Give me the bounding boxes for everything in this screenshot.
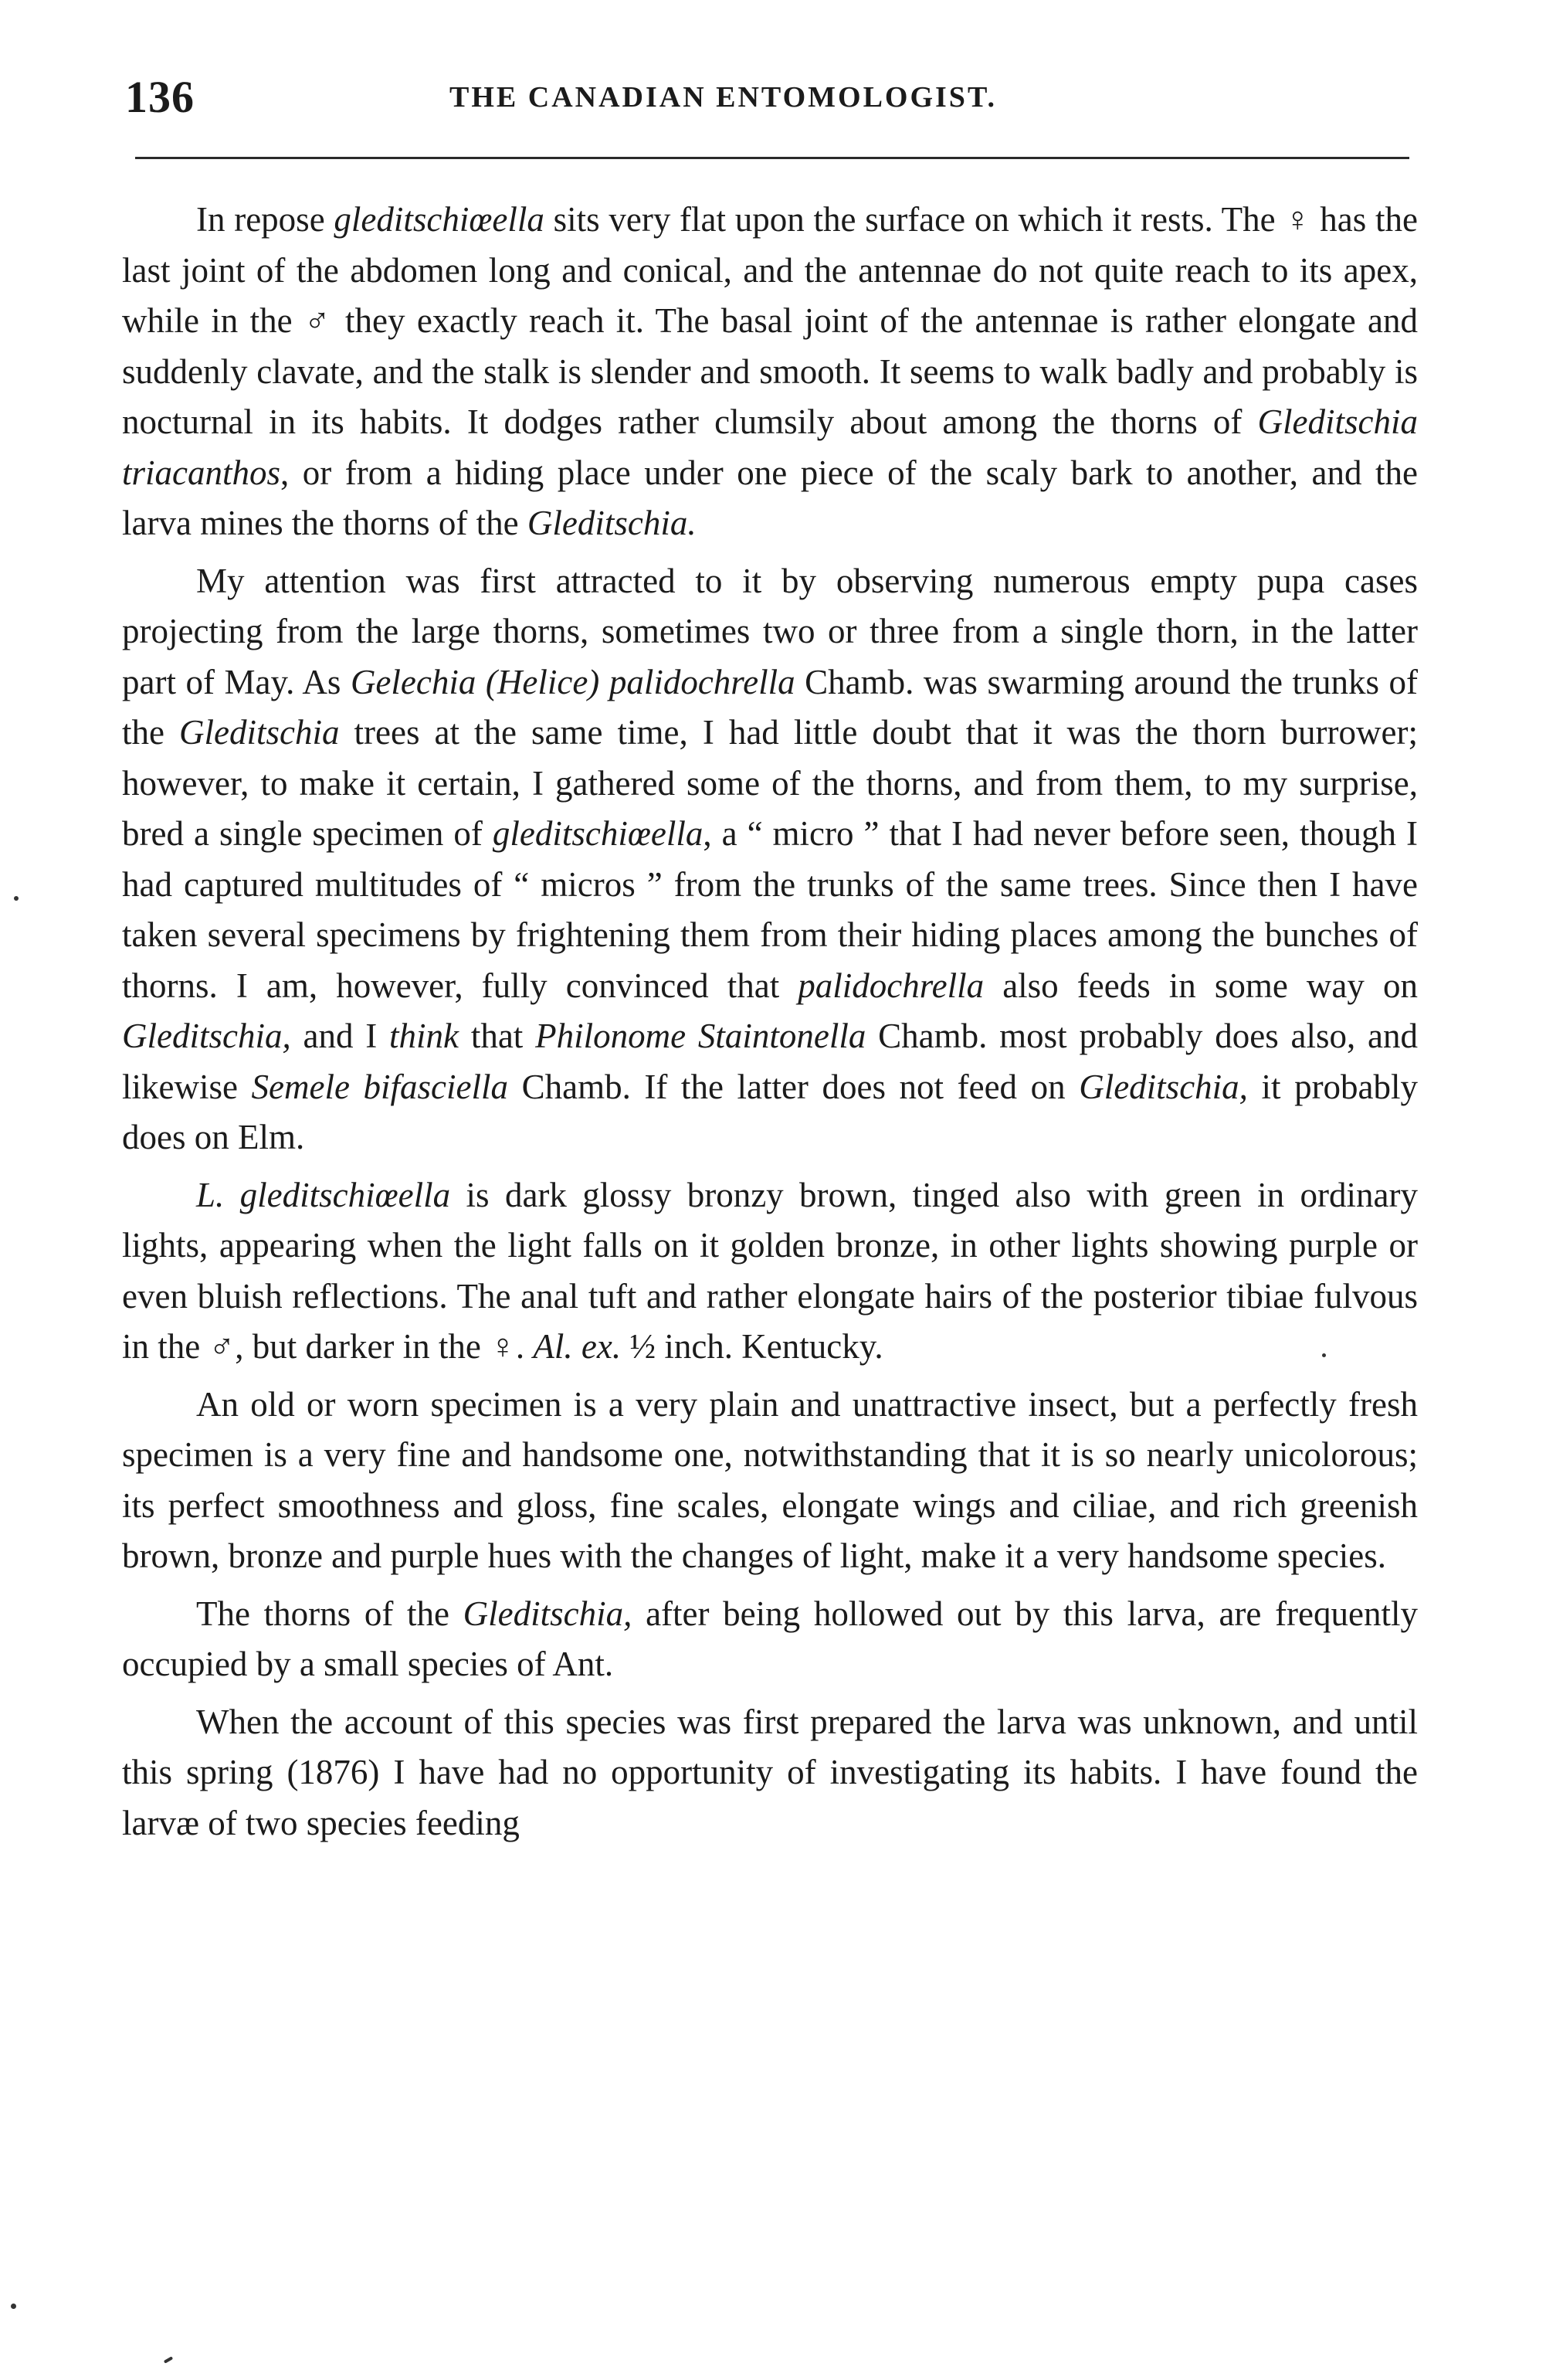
text-run: ½ inch. Kentucky. xyxy=(621,1327,883,1366)
italic-text: palidochrella xyxy=(798,966,985,1005)
italic-text: Gleditschia, xyxy=(1079,1067,1248,1106)
italic-text: Semele bifasciella xyxy=(251,1067,509,1106)
body-text xyxy=(122,195,1418,1855)
text-run: Chamb. was swarming around the trunks of the xyxy=(122,662,1418,752)
text-run: Chamb. If the latter does not feed on xyxy=(508,1067,1080,1106)
text-run: Chamb. most probably does also, and likewise xyxy=(122,1017,1418,1106)
header-rule xyxy=(135,157,1409,159)
italic-text: L. gleditschiœella xyxy=(196,1175,451,1214)
text-run: and I xyxy=(290,1017,390,1055)
text-run: also feeds in some way on xyxy=(984,966,1418,1005)
page-number: 136 xyxy=(125,72,195,122)
print-speck xyxy=(14,896,19,901)
text-run: sits very flat upon the surface on which it rests. The ♀ has the last joint of the abdomen long and conical, and the antennae do not quite reach to its apex, while in the ♂ they exactly reach it. The basal joint of the antennae is rather elongate and suddenly clavate, and the stalk is slender and smooth. It seems to walk badly and probably is nocturnal in its habits. It dodges rather clumsily about among the thorns of xyxy=(122,200,1419,441)
italic-text: Gleditschia xyxy=(179,713,340,752)
paragraph xyxy=(122,1589,1418,1690)
print-speck xyxy=(1322,1353,1326,1357)
italic-text: Philonome Staintonella xyxy=(535,1017,866,1055)
text-run: that xyxy=(459,1017,536,1055)
print-speck xyxy=(11,2304,16,2309)
text-run: In repose xyxy=(196,200,334,239)
paragraph xyxy=(122,1170,1418,1373)
text-run: The thorns of the xyxy=(196,1594,463,1633)
text-run: , or from a hiding place under one piece of the scaly bark to another, and the larva mines the thorns of the xyxy=(122,453,1418,542)
italic-text: think xyxy=(389,1017,459,1055)
running-title: THE CANADIAN ENTOMOLOGIST. xyxy=(449,81,997,114)
italic-text: gleditschiœella xyxy=(334,200,544,239)
italic-text: gleditschiœella xyxy=(492,814,703,853)
italic-text: Gleditschia triacanthos xyxy=(122,402,1418,492)
text-run: When the account of this species was first prepared the larva was unknown, and until this spring (1876) I have had no opportunity of investigating its habits. I have found the larvæ of two species feeding xyxy=(122,1702,1418,1842)
text-run: is dark glossy bronzy brown, tinged also with green in ordinary lights, appearing when the light falls on it golden bronze, in other lights showing purple or even bluish reflections. The anal tuft and rather elongate hairs of the posterior tibiae fulvous in the ♂, but darker in the ♀. xyxy=(122,1175,1418,1366)
italic-text: Gleditschia, xyxy=(122,1017,291,1055)
paragraph xyxy=(122,195,1418,549)
text-run: , a “ micro ” that I had never before seen, though I had captured multitudes of “ micros ” from the trunks of the same trees. Since then I have taken several specimens by frightening them from their hiding places among the bunches of thorns. I am, however, fully convinced that xyxy=(122,814,1419,1005)
text-run: trees at the same time, I had little doubt that it was the thorn burrower; however, to make it certain, I gathered some of the thorns, and from them, to my surprise, bred a single specimen of xyxy=(122,713,1418,853)
paragraph xyxy=(122,1380,1418,1582)
paragraph xyxy=(122,1697,1418,1849)
paragraph xyxy=(122,556,1418,1163)
italic-text: Al. ex. xyxy=(533,1327,622,1366)
print-speck xyxy=(164,2356,173,2363)
text-run: after being hollowed out by this larva, are frequently occupied by a small species of Ant. xyxy=(122,1594,1418,1683)
italic-text: Gleditschia. xyxy=(527,504,697,542)
text-run: it probably does on Elm. xyxy=(122,1067,1419,1156)
text-run: My attention was first attracted to it by observing numerous empty pupa cases projecting from the large thorns, sometimes two or three from a single thorn, in the latter part of May. As xyxy=(122,561,1418,701)
text-run: An old or worn specimen is a very plain and unattractive insect, but a perfectly fresh specimen is a very fine and handsome one, notwithstanding that it is so nearly unicolorous; its perfect smoothness and gloss, fine scales, elongate wings and ciliae, and rich greenish brown, bronze and purple hues with the changes of light, make it a very handsome species. xyxy=(122,1384,1418,1575)
italic-text: Gelechia (Helice) palidochrella xyxy=(350,662,795,701)
page-header xyxy=(125,71,1438,133)
italic-text: Gleditschia, xyxy=(463,1594,632,1633)
